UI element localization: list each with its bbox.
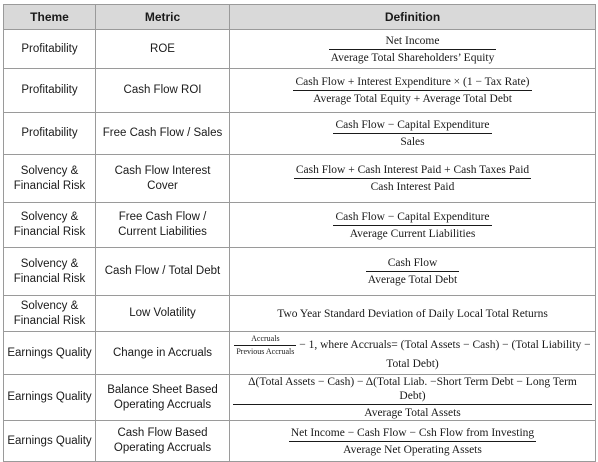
fraction-denominator: Average Total Assets <box>364 407 461 419</box>
fraction-denominator: Average Net Operating Assets <box>343 443 482 456</box>
theme-cell: Solvency & Financial Risk <box>4 155 96 203</box>
definition-fraction <box>333 118 491 149</box>
table-row <box>4 203 596 248</box>
header-theme: Theme <box>4 5 96 30</box>
fraction-denominator: Average Total Equity + Average Total Debt <box>313 93 512 105</box>
metric-cell: Low Volatility <box>96 296 230 332</box>
definition-fraction <box>233 375 592 420</box>
table-row <box>4 30 596 69</box>
theme-cell: Solvency & Financial Risk <box>4 203 96 248</box>
fraction-numerator: Δ(Total Assets − Cash) − Δ(Total Liab. −Short Term Debt − Long Term Debt) <box>233 375 592 405</box>
metric-cell: Cash Flow Interest Cover <box>96 155 230 203</box>
table-row <box>4 113 596 155</box>
theme-cell: Profitability <box>4 113 96 155</box>
table-row <box>4 155 596 203</box>
header-metric: Metric <box>96 5 230 30</box>
definition-cell <box>230 421 596 462</box>
definition-cell <box>230 375 596 421</box>
definition-cell <box>230 69 596 113</box>
fraction-numerator: Cash Flow − Capital Expenditure <box>333 210 491 226</box>
fraction-numerator: Accruals <box>234 334 296 346</box>
definition-fraction <box>293 75 531 106</box>
definition-cell <box>230 203 596 248</box>
header-definition: Definition <box>230 5 596 30</box>
fraction-numerator: Net Income <box>329 34 497 50</box>
metric-cell: Balance Sheet Based Operating Accruals <box>96 375 230 421</box>
fraction-denominator: Sales <box>400 136 425 148</box>
fraction-denominator: Average Current Liabilities <box>349 227 476 240</box>
metric-cell: Free Cash Flow / Current Liabilities <box>96 203 230 248</box>
definition-fraction <box>333 210 491 241</box>
definition-fraction <box>294 163 531 194</box>
metric-cell: Free Cash Flow / Sales <box>96 113 230 155</box>
metric-cell: ROE <box>96 30 230 69</box>
fraction-denominator: Average Total Debt <box>367 274 458 286</box>
definition-cell <box>230 332 596 375</box>
definition-cell <box>230 155 596 203</box>
definition-cell <box>230 248 596 296</box>
fraction-denominator: Cash Interest Paid <box>370 181 455 193</box>
theme-cell: Earnings Quality <box>4 421 96 462</box>
accruals-formula <box>233 334 592 372</box>
table-row <box>4 332 596 375</box>
table-row <box>4 421 596 462</box>
fraction-numerator: Cash Flow <box>366 256 459 272</box>
theme-cell: Solvency & Financial Risk <box>4 296 96 332</box>
fraction-numerator: Cash Flow + Interest Expenditure × (1 − Tax Rate) <box>293 75 531 91</box>
formula-text-continued: Total Debt) <box>386 358 439 370</box>
metric-cell: Cash Flow / Total Debt <box>96 248 230 296</box>
theme-cell: Profitability <box>4 30 96 69</box>
fraction-numerator: Cash Flow + Cash Interest Paid + Cash Taxes Paid <box>294 163 531 179</box>
definition-cell: Two Year Standard Deviation of Daily Local Total Returns <box>230 296 596 332</box>
table-row <box>4 296 596 332</box>
definition-cell <box>230 30 596 69</box>
header-row <box>4 5 596 30</box>
fraction-numerator: Cash Flow − Capital Expenditure <box>333 118 491 134</box>
definition-fraction <box>366 256 459 287</box>
definition-fraction <box>289 426 536 457</box>
fraction-denominator: Previous Accruals <box>236 347 295 356</box>
definition-fraction <box>329 34 497 65</box>
metrics-table <box>3 4 596 462</box>
fraction-denominator: Average Total Shareholders’ Equity <box>330 51 495 64</box>
theme-cell: Profitability <box>4 69 96 113</box>
fraction-numerator: Net Income − Cash Flow − Csh Flow from Investing <box>289 426 536 442</box>
accruals-ratio <box>234 334 296 357</box>
definition-cell <box>230 113 596 155</box>
metric-cell: Change in Accruals <box>96 332 230 375</box>
theme-cell: Earnings Quality <box>4 375 96 421</box>
formula-text: − 1, where Accruals= (Total Assets − Cash) − (Total Liability − <box>299 339 591 351</box>
theme-cell: Earnings Quality <box>4 332 96 375</box>
table-row <box>4 248 596 296</box>
table-row <box>4 69 596 113</box>
theme-cell: Solvency & Financial Risk <box>4 248 96 296</box>
table-row <box>4 375 596 421</box>
metric-cell: Cash Flow ROI <box>96 69 230 113</box>
metric-cell: Cash Flow Based Operating Accruals <box>96 421 230 462</box>
